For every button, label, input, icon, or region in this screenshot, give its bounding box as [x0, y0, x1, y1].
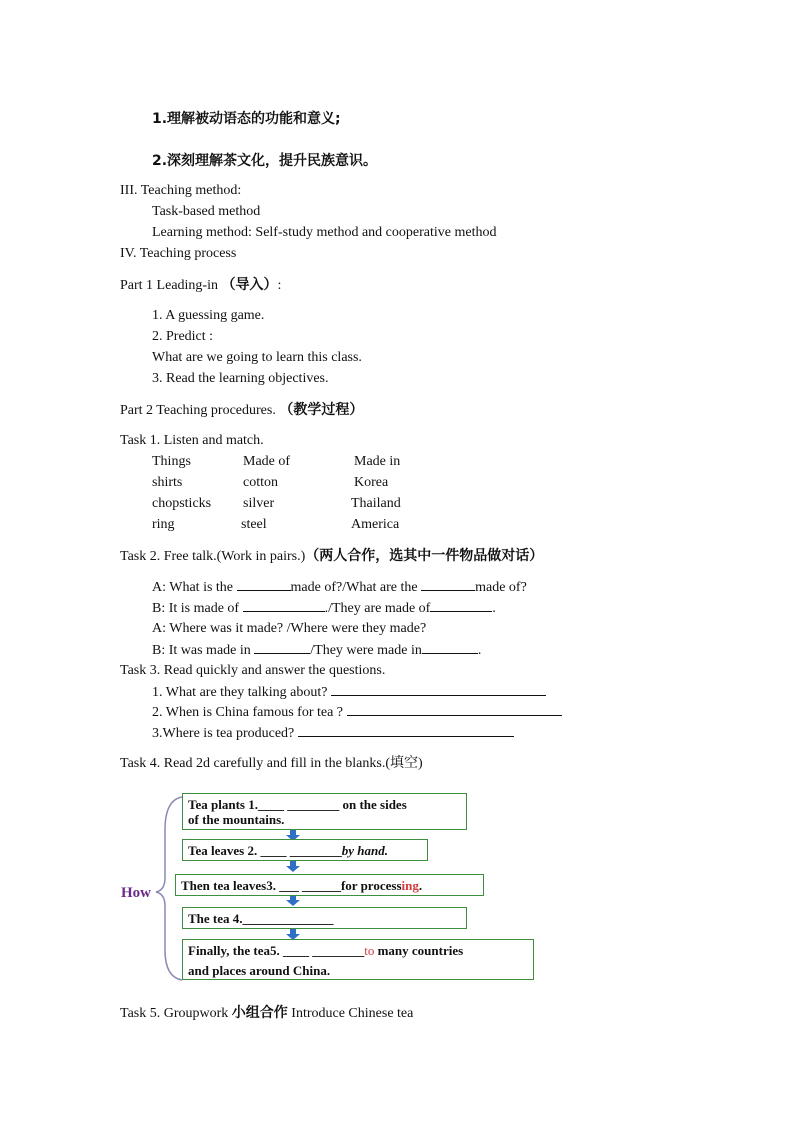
part1-heading-cn: （导入） — [221, 277, 278, 293]
question-text: 3.Where is tea produced? — [152, 726, 298, 741]
task1-cell: silver — [243, 496, 275, 511]
task2-title-cn: （两人合作，选其中一件物品做对话） — [305, 548, 544, 564]
task1-cell: cotton — [243, 475, 278, 490]
task1-title: Task 1. Listen and match. — [120, 433, 264, 448]
flow-box-4 — [182, 907, 467, 929]
flow-box-3 — [175, 874, 484, 896]
how-label: How — [121, 885, 151, 901]
objective-2: 2.深刻理解茶文化，提升民族意识。 — [152, 153, 378, 169]
dialogue-text: made of? — [475, 580, 527, 595]
dialogue-text: made of?/What are the — [290, 580, 422, 595]
part1-heading-en: Part 1 Leading-in — [120, 278, 222, 293]
part1-item: 3. Read the learning objectives. — [152, 371, 329, 386]
part2-heading-cn: （教学过程） — [279, 402, 364, 418]
objective-1: 1.理解被动语态的功能和意义; — [152, 111, 341, 127]
task1-cell: ring — [152, 517, 175, 532]
dialogue-line: A: Where was it made? /Where were they made? — [152, 621, 427, 636]
part1-item: 1. A guessing game. — [152, 308, 265, 323]
flow-box-text: by hand. — [341, 843, 388, 858]
part2-heading-en: Part 2 Teaching procedures. — [120, 403, 280, 418]
flow-box-2 — [182, 839, 428, 861]
arrow-head — [286, 866, 300, 872]
dialogue-text: B: It is made of — [152, 601, 243, 616]
task1-cell: Thailand — [351, 496, 401, 511]
dialogue-text: . — [477, 643, 482, 658]
part1-heading-colon: : — [277, 278, 282, 293]
task2-title-en: Task 2. Free talk.(Work in pairs.) — [120, 549, 306, 564]
question-text: 2. When is China famous for tea ? — [152, 705, 347, 720]
flow-box-highlight: ing — [401, 878, 419, 893]
method-item: Task-based method — [152, 204, 261, 219]
task1-cell: shirts — [152, 475, 183, 490]
flow-box-text: . — [418, 878, 423, 893]
task5-title-cn: 小组合作 — [231, 1005, 288, 1021]
arrow-head — [286, 900, 300, 906]
task1-cell: Made of — [243, 454, 291, 469]
dialogue-text: . — [492, 601, 496, 616]
task1-cell: chopsticks — [152, 496, 212, 511]
flow-box-5 — [182, 939, 534, 980]
flow-box-text: and places around China. — [188, 963, 331, 978]
dialogue-text: ./They are made of — [324, 601, 431, 616]
flow-box-text: Then tea leaves3. ___ ______for process — [181, 878, 402, 893]
task5-title-en: Introduce Chinese tea — [287, 1006, 414, 1021]
dialogue-text: B: It was made in — [152, 643, 255, 658]
flow-box-text: many countries — [374, 943, 464, 958]
flow-box-text: of the mountains. — [188, 812, 285, 827]
task1-cell: Things — [152, 454, 191, 469]
flow-box-text: Tea leaves 2. ____ ________ — [188, 843, 342, 858]
task1-cell: Korea — [354, 475, 389, 490]
method-heading: III. Teaching method: — [120, 183, 242, 198]
task5-title — [120, 1004, 413, 1023]
dialogue-text: /They were made in — [310, 643, 422, 658]
flow-box-text: The tea 4.______________ — [188, 911, 334, 926]
task1-cell: Made in — [354, 454, 401, 469]
part1-item: 2. Predict : — [152, 329, 214, 344]
flow-box-text: Tea plants 1.____ ________ on the sides — [188, 797, 407, 812]
question-text: 1. What are they talking about? — [152, 685, 331, 700]
flow-box-1 — [182, 793, 467, 830]
task3-title: Task 3. Read quickly and answer the questions. — [120, 663, 386, 678]
dialogue-text: A: What is the — [152, 580, 237, 595]
method-item: Learning method: Self-study method and cooperative method — [152, 225, 497, 240]
flow-box-text: Finally, the tea5. ____ ________ — [188, 943, 365, 958]
flow-box-highlight: to — [364, 943, 375, 958]
task4-title: Task 4. Read 2d carefully and fill in the blanks.(填空) — [120, 756, 423, 771]
task1-cell: America — [351, 517, 400, 532]
part1-item: What are we going to learn this class. — [152, 350, 362, 365]
process-heading: IV. Teaching process — [120, 246, 237, 261]
task1-cell: steel — [241, 517, 267, 532]
task5-title-en: Task 5. Groupwork — [120, 1006, 232, 1021]
